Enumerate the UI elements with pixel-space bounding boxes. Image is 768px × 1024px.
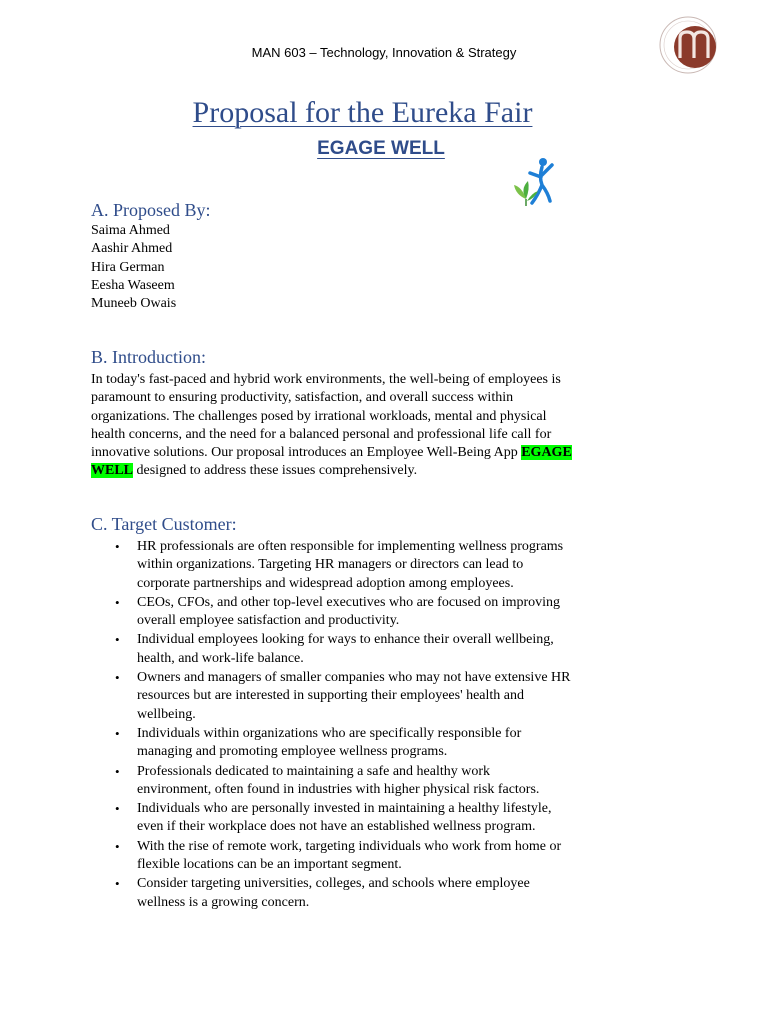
target-customer-item [115,800,655,837]
course-header: MAN 603 – Technology, Innovation & Strategy [251,45,517,60]
target-customer-line: Consider targeting universities, colleges, and schools where employee [137,876,530,892]
target-customer-line: HR professionals are often responsible for implementing wellness programs [137,539,564,554]
target-customer-line: within organizations. Targeting HR managers or directors can lead to [137,557,524,573]
target-customer-line: managing and promoting employee wellness programs. [137,744,448,760]
bullet-icon: • [115,838,120,854]
target-customer-line: flexible locations can be an important segment. [137,857,402,873]
section-heading-target-customer: C. Target Customer: [91,514,237,534]
highlighted-app-name: EGAGE [521,445,572,461]
bullet-icon: • [115,801,120,817]
proposer-name: Saima Ahmed [91,223,170,238]
target-customer-item [115,594,655,631]
target-customer-line: corporate partnerships and widespread adoption among employees. [137,575,514,591]
proposer-list [91,222,176,313]
target-customer-line: Owners and managers of smaller companies who may not have extensive HR [137,670,571,686]
target-customer-line: health, and work-life balance. [137,650,304,666]
intro-line: paramount to ensuring productivity, satisfaction, and overall success within [91,390,514,406]
target-customer-item [115,538,655,593]
target-customer-item [115,631,655,668]
target-customer-item [115,763,655,800]
bullet-icon: • [115,763,120,779]
target-customer-list [115,538,655,913]
target-customer-line: Individuals within organizations who are specifically responsible for [137,725,522,741]
highlighted-app-name: WELL [91,463,134,479]
proposer-name: Eesha Waseem [91,277,175,293]
document-subtitle [0,138,762,160]
target-customer-line: Individuals who are personally invested in maintaining a healthy lifestyle, [137,801,552,817]
introduction-paragraph [91,371,636,481]
university-seal-logo [650,14,720,74]
intro-line: In today's fast-paced and hybrid work environments, the well-being of employees is [91,372,561,387]
bullet-icon: • [115,539,120,554]
document-title [0,96,725,130]
proposer-name: Hira German [91,259,165,275]
section-heading-proposed-by: A. Proposed By: [91,200,211,220]
target-customer-line: wellbeing. [137,706,196,722]
bullet-icon: • [115,594,120,610]
target-customer-line: Professionals dedicated to maintaining a safe and healthy work [137,763,491,779]
bullet-icon: • [115,632,120,648]
subtitle-text: EGAGE WELL [317,138,445,159]
target-customer-line: resources but are interested in supporting their employees' health and [137,688,525,704]
title-text: Proposal for the Eureka Fair [192,96,533,129]
proposer-name: Muneeb Owais [91,296,177,312]
wellness-figure-icon [512,155,557,207]
target-customer-line: wellness is a growing concern. [137,894,310,910]
intro-line: organizations. The challenges posed by irrational workloads, mental and physical [91,408,547,424]
target-customer-item [115,838,655,875]
target-customer-item [115,725,655,762]
intro-line [91,462,636,480]
proposer-name: Aashir Ahmed [91,241,173,257]
section-heading-introduction: B. Introduction: [91,347,206,367]
intro-line-text: designed to address these issues comprehensively. [133,463,418,479]
intro-line-text: innovative solutions. Our proposal introduces an Employee Well-Being App [91,445,522,461]
intro-line: health concerns, and the need for a balanced personal and professional life call for [91,426,552,442]
bullet-icon: • [115,725,120,741]
bullet-icon: • [115,876,120,892]
target-customer-line: even if their workplace does not have an established wellness program. [137,819,536,835]
target-customer-line: Individual employees looking for ways to enhance their overall wellbeing, [137,632,554,648]
target-customer-line: CEOs, CFOs, and other top-level executives who are focused on improving [137,594,561,610]
target-customer-line: With the rise of remote work, targeting individuals who work from home or [137,838,562,854]
intro-line [91,444,636,462]
target-customer-line: environment, often found in industries with higher physical risk factors. [137,781,540,797]
target-customer-line: overall employee satisfaction and productivity. [137,613,400,629]
target-customer-item [115,875,655,912]
target-customer-item [115,669,655,724]
bullet-icon: • [115,670,120,686]
